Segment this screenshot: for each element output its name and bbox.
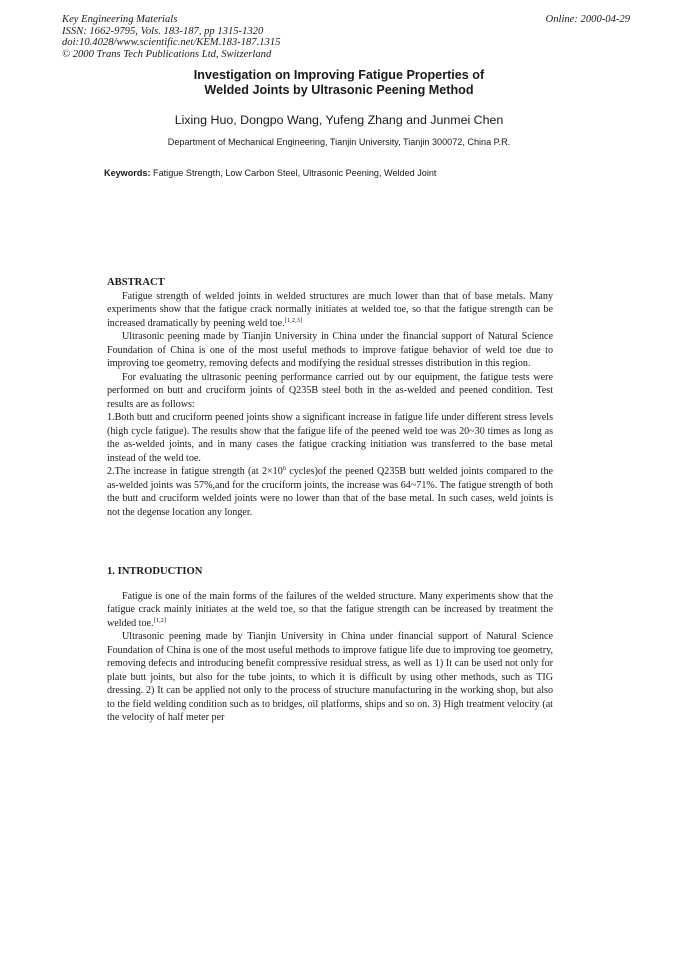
citation: [1,2,3] — [284, 316, 303, 324]
copyright-line: © 2000 Trans Tech Publications Ltd, Switzerland — [62, 48, 272, 60]
intro-paragraph: Fatigue is one of the main forms of the failures of the welded structure. Many experiments show that the fatigue crack mainly initiates at the weld toe, so that the fatigue strength can be increased by treatment the welded toe.[1,2] — [107, 590, 553, 629]
introduction-heading: 1. INTRODUCTION — [107, 566, 203, 577]
abstract-section — [107, 276, 553, 519]
author-list: Lixing Huo, Dongpo Wang, Yufeng Zhang and Junmei Chen — [174, 113, 504, 127]
doi-line: doi:10.4028/www.scientific.net/KEM.183-187.1315 — [62, 37, 281, 49]
abstract-result-1: 1.Both butt and cruciform peened joints show a significant increase in fatigue life under different stress levels (high cycle fatigue). The results show that the fatigue life of the peened weld toe was 20~30 times as long as the as-welded joints, and in many cases the fatigue cracking initiation was transferred to the base metal instead of the weld toe. — [107, 412, 553, 464]
publication-header — [62, 14, 280, 60]
issn-line: ISSN: 1662-9795, Vols. 183-187, pp 1315-1320 — [62, 25, 264, 37]
keywords-text: Fatigue Strength, Low Carbon Steel, Ultrasonic Peening, Welded Joint — [153, 168, 437, 178]
citation: [1,2] — [153, 616, 166, 624]
abstract-heading: ABSTRACT — [107, 277, 165, 288]
title-line-2: Welded Joints by Ultrasonic Peening Method — [204, 82, 474, 97]
journal-name: Key Engineering Materials — [62, 14, 178, 25]
keywords-label: Keywords: — [104, 168, 151, 178]
paper-title — [0, 68, 678, 97]
abstract-paragraph: Fatigue strength of welded joints in welded structures are much lower than that of base metals. Many experiments show that the fatigue crack normally initiates at welded toe, so that the fatigue strength can be increased dramatically by peening weld toe.[1,2,3] — [107, 290, 553, 329]
keywords — [104, 168, 436, 178]
abstract-result-2: 2.The increase in fatigue strength (at $2\times 10^6$ cycles)of the peened Q235B butt welded joints compared to the as-welded joints was 57%,and for the cruciform joints, the increase was 64~71%. The fatigue strength of both the butt and cruciform welded joints were no lower than that of the base metal. In such cases, weld joints is not the degense location any longer. — [107, 465, 553, 518]
online-date: Online: 2000-04-29 — [545, 14, 630, 25]
intro-paragraph: Ultrasonic peening made by Tianjin University in China under financial support of Natural Science Foundation of China is one of the most useful methods to improve fatigue life due to improving toe geometry, removing defects and introducing benefit compressive residual stress, as well as 1) It can be used not only for plate butt joints, but also for the tube joints, to which it is difficult by using other methods, such as TIG dressing. 2) It can be applied not only to the process of structure manufacturing in the working shop, but also to the field welding condition such as to bridges, oil platforms, ships and so on. 3) High treatment velocity (at the velocity of half meter per — [107, 631, 553, 723]
affiliation: Department of Mechanical Engineering, Tianjin University, Tianjin 300072, China P.R. — [167, 137, 511, 147]
title-line-1: Investigation on Improving Fatigue Properties of — [193, 68, 485, 82]
abstract-paragraph: For evaluating the ultrasonic peening performance carried out by our equipment, the fatigue tests were performed on butt and cruciform joints of Q235B steel both in the as-welded and peened condition. Test results are as follows: — [107, 371, 553, 410]
abstract-paragraph: Ultrasonic peening made by Tianjin University in China under the financial support of Natural Science Foundation of China is one of the most useful methods to improve fatigue behavior of weld toe due to improving toe geometry, removing defects and modifying the residual stresses distribution in this region. — [107, 331, 553, 369]
introduction-section — [107, 565, 553, 725]
